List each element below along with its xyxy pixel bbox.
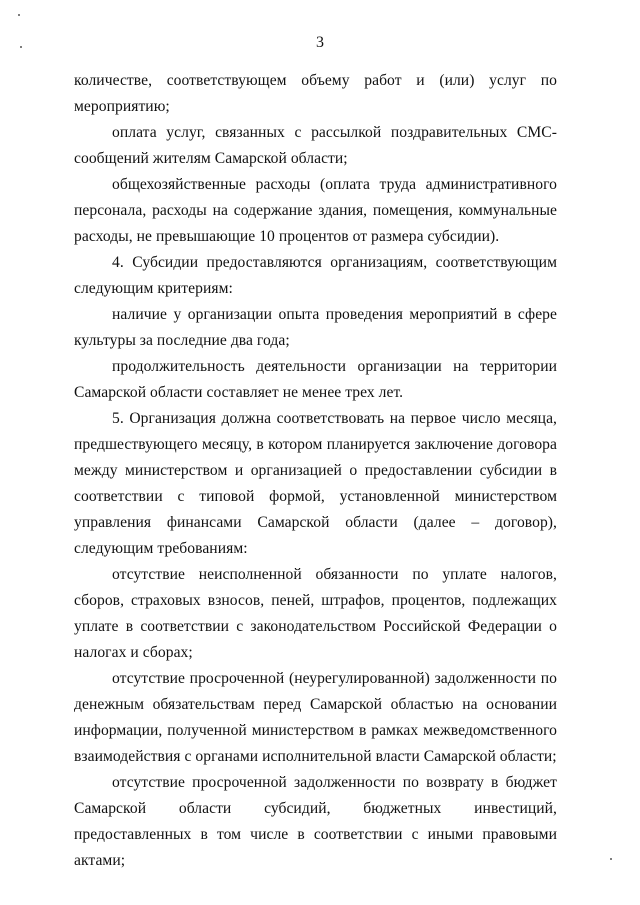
paragraph-sms-services: оплата услуг, связанных с рассылкой поздравительных СМС-сообщений жителям Самарской области; [74, 124, 557, 167]
paragraph-item-5: 5. Организация должна соответствовать на первое число месяца, предшествующего месяцу, в котором планируется заключение договора между министерством и организацией о предоставлении субсидии в соответствии с типовой формой, установленной министерством управления финансами Самарской области (далее – договор), следующим требованиям: [74, 410, 557, 557]
paragraph-criterion-duration: продолжительность деятельности организации на территории Самарской области составляет не менее трех лет. [74, 358, 557, 401]
document-body [74, 68, 557, 874]
page-number: 3 [316, 34, 324, 51]
paragraph-requirement-taxes: отсутствие неисполненной обязанности по уплате налогов, сборов, страховых взносов, пеней, штрафов, процентов, подлежащих уплате в соответствии с законодательством Российской Федерации о налогах и сборах; [74, 566, 557, 661]
paragraph-criterion-experience: наличие у организации опыта проведения мероприятий в сфере культуры за последние два года; [74, 306, 557, 349]
paragraph-requirement-budget-return: отсутствие просроченной задолженности по возврату в бюджет Самарской области субсидий, бюджетных инвестиций, предоставленных в том числе в соответствии с иными правовыми актами; [74, 774, 557, 869]
scan-speck [610, 858, 612, 860]
scan-speck [18, 14, 20, 16]
paragraph-general-expenses: общехозяйственные расходы (оплата труда административного персонала, расходы на содержание здания, помещения, коммунальные расходы, не превышающие 10 процентов от размера субсидии). [74, 176, 557, 245]
paragraph-item-4: 4. Субсидии предоставляются организациям, соответствующим следующим критериям: [74, 254, 557, 297]
paragraph-requirement-debt: отсутствие просроченной (неурегулированной) задолженности по денежным обязательствам перед Самарской областью на основании информации, полученной министерством в рамках межведомственного взаимодействия с органами исполнительной власти Самарской области; [74, 670, 557, 765]
paragraph-continuation: количестве, соответствующем объему работ и (или) услуг по мероприятию; [74, 72, 557, 115]
